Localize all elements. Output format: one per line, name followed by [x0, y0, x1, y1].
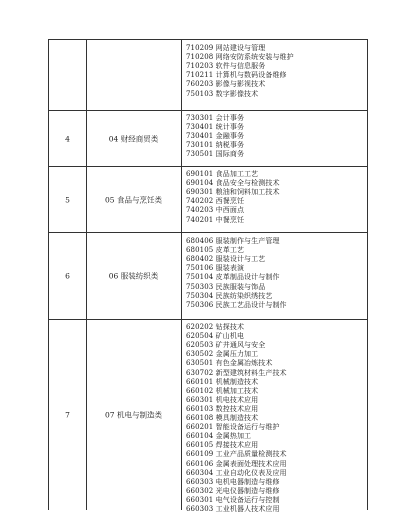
row-number-cell — [49, 40, 87, 110]
major-item: 660304 工业自动化仪表及应用 — [186, 468, 287, 477]
major-item: 660101 机械制造技术 — [186, 377, 259, 386]
major-item: 660108 模具制造技术 — [186, 414, 259, 422]
row-number: 7 — [65, 410, 70, 420]
major-item: 690301 粮油和饲料加工技术 — [186, 188, 280, 197]
major-item: 680402 服装设计与工艺 — [186, 255, 266, 264]
major-item: 660103 数控技术应用 — [186, 404, 259, 413]
major-item: 730301 会计事务 — [186, 114, 245, 122]
major-item: 660301 电气设备运行与控制 — [186, 495, 280, 504]
row-number: 6 — [65, 271, 70, 281]
row-number-cell — [49, 167, 87, 232]
major-item: 680105 皮革工艺 — [186, 246, 245, 255]
category-cell — [86, 40, 182, 110]
majors-cell — [181, 233, 367, 319]
majors-cell — [181, 167, 367, 232]
row-number-cell — [49, 111, 87, 166]
major-item: 760203 影像与影视技术 — [186, 80, 266, 89]
row-number: 4 — [65, 134, 70, 143]
major-item: 660106 金属表面处理技术应用 — [186, 459, 287, 468]
major-item: 750304 民族纺染织绣技艺 — [186, 291, 273, 300]
table-row — [49, 167, 367, 233]
major-item: 630702 新型建筑材料生产技术 — [186, 368, 287, 377]
major-item: 710203 软件与信息服务 — [186, 62, 266, 71]
major-item: 620202 钻探技术 — [186, 323, 245, 331]
major-item: 750103 数字影像技术 — [186, 89, 259, 98]
row-number: 5 — [65, 195, 70, 204]
major-item: 710209 网站建设与管理 — [186, 44, 266, 52]
major-item: 690104 食品安全与检测技术 — [186, 179, 280, 188]
table-row — [49, 40, 367, 111]
table-row — [49, 111, 367, 167]
major-item: 660303 工业机器人技术应用 — [186, 505, 280, 513]
major-item: 660302 光电仪器制造与维修 — [186, 486, 280, 495]
major-item: 660301 机电技术应用 — [186, 395, 259, 404]
major-item: 620503 矿井通风与安全 — [186, 341, 266, 350]
row-number-cell — [49, 233, 87, 319]
row-number-cell — [49, 320, 87, 510]
major-item: 750106 服装表演 — [186, 264, 245, 273]
major-item: 730501 国际商务 — [186, 150, 245, 159]
category-cell — [86, 167, 182, 232]
major-item: 750306 民族工艺品设计与制作 — [186, 300, 287, 309]
category-cell — [86, 233, 182, 319]
major-item: 730101 纳税事务 — [186, 141, 245, 150]
major-item: 750303 民族服装与饰品 — [186, 282, 266, 291]
major-item: 690101 食品加工工艺 — [186, 170, 259, 178]
major-item: 740202 西餐烹饪 — [186, 197, 245, 206]
major-item: 630501 有色金属冶炼技术 — [186, 359, 273, 368]
major-item: 730401 金融事务 — [186, 132, 245, 141]
major-item: 660303 电机电器制造与维修 — [186, 477, 280, 486]
category-name: 05 食品与烹饪类 — [105, 195, 162, 204]
majors-table — [48, 39, 368, 513]
table-row — [49, 233, 367, 320]
major-item: 740203 中西面点 — [186, 206, 245, 215]
majors-cell — [181, 111, 367, 166]
major-item: 730401 统计事务 — [186, 123, 245, 132]
table-row — [49, 320, 367, 513]
major-item: 680406 服装制作与生产管理 — [186, 237, 280, 245]
major-item: 750104 皮革制品设计与制作 — [186, 273, 280, 282]
major-item: 740201 中餐烹饪 — [186, 215, 245, 224]
major-item: 660104 金属热加工 — [186, 432, 252, 441]
major-item: 660105 焊接技术应用 — [186, 441, 259, 450]
category-cell — [86, 320, 182, 510]
major-item: 660102 机械加工技术 — [186, 386, 259, 395]
category-name: 04 财经商贸类 — [108, 134, 159, 143]
category-name: 06 服装纺织类 — [108, 271, 159, 281]
category-cell — [86, 111, 182, 166]
major-item: 660201 智能设备运行与维护 — [186, 423, 280, 432]
major-item: 710211 计算机与数码设备维修 — [186, 71, 287, 80]
category-name: 07 机电与制造类 — [105, 410, 162, 420]
majors-cell — [181, 40, 367, 110]
major-item: 710208 网络安防系统安装与维护 — [186, 53, 294, 62]
major-item: 620504 矿山机电 — [186, 332, 245, 341]
major-item: 660109 工业产品质量检测技术 — [186, 450, 287, 459]
majors-cell — [181, 320, 367, 513]
major-item: 630502 金属压力加工 — [186, 350, 259, 359]
